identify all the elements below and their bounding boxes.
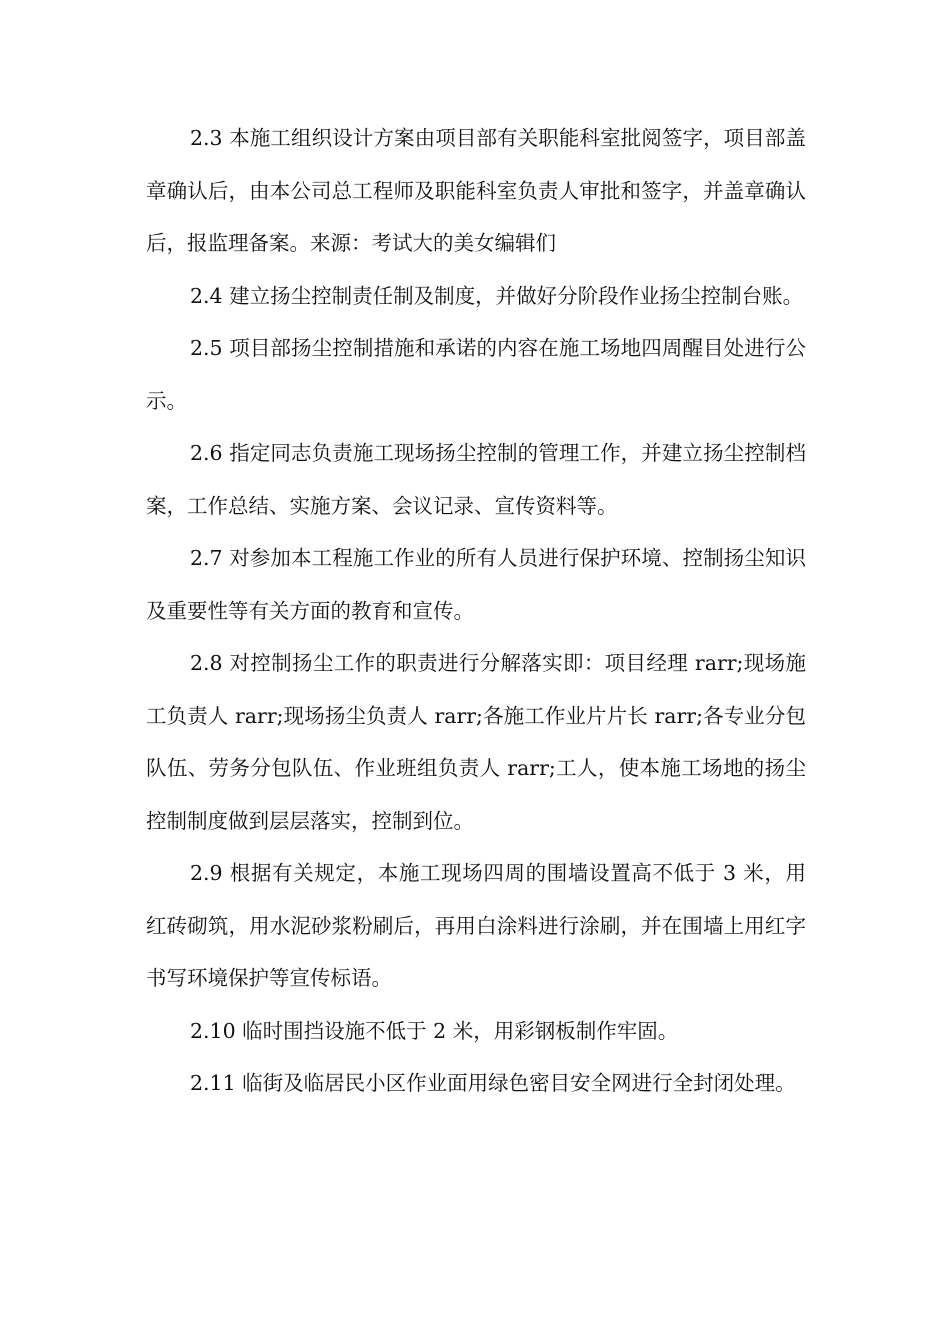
paragraph-2-8: 2.8 对控制扬尘工作的职责进行分解落实即：项目经理 rarr;现场施工负责人 rarr;现场扬尘负责人 rarr;各施工作业片片长 rarr;各专业分包队伍、劳务分包队伍、作业班组负责人 rarr;工人，使本施工场地的扬尘控制制度做到层层落实，控制到位。 — [146, 651, 806, 833]
paragraph-2-4: 2.4 建立扬尘控制责任制及制度，并做好分阶段作业扬尘控制台账。 — [190, 283, 804, 308]
paragraph-2-11: 2.11 临街及临居民小区作业面用绿色密目安全网进行全封闭处理。 — [190, 1071, 796, 1095]
paragraph-2-6: 2.6 指定同志负责施工现场扬尘控制的管理工作，并建立扬尘控制档案，工作总结、实施方案、会议记录、宣传资料等。 — [146, 441, 806, 518]
paragraph-2-7: 2.7 对参加本工程施工作业的所有人员进行保护环境、控制扬尘知识及重要性等有关方面的教育和宣传。 — [146, 546, 806, 623]
paragraph-2-5: 2.5 项目部扬尘控制措施和承诺的内容在施工场地四周醒目处进行公示。 — [146, 336, 806, 413]
paragraph-2-9: 2.9 根据有关规定，本施工现场四周的围墙设置高不低于 3 米，用红砖砌筑，用水泥砂浆粉刷后，再用白涂料进行涂刷，并在围墙上用红字书写环境保护等宣传标语。 — [146, 861, 806, 990]
document-body — [146, 112, 806, 1110]
paragraph-2-3: 2.3 本施工组织设计方案由项目部有关职能科室批阅签字，项目部盖章确认后，由本公司总工程师及职能科室负责人审批和签字，并盖章确认后，报监理备案。来源：考试大的美女编辑们 — [146, 126, 806, 255]
paragraph-2-10: 2.10 临时围挡设施不低于 2 米，用彩钢板制作牢固。 — [190, 1018, 679, 1043]
